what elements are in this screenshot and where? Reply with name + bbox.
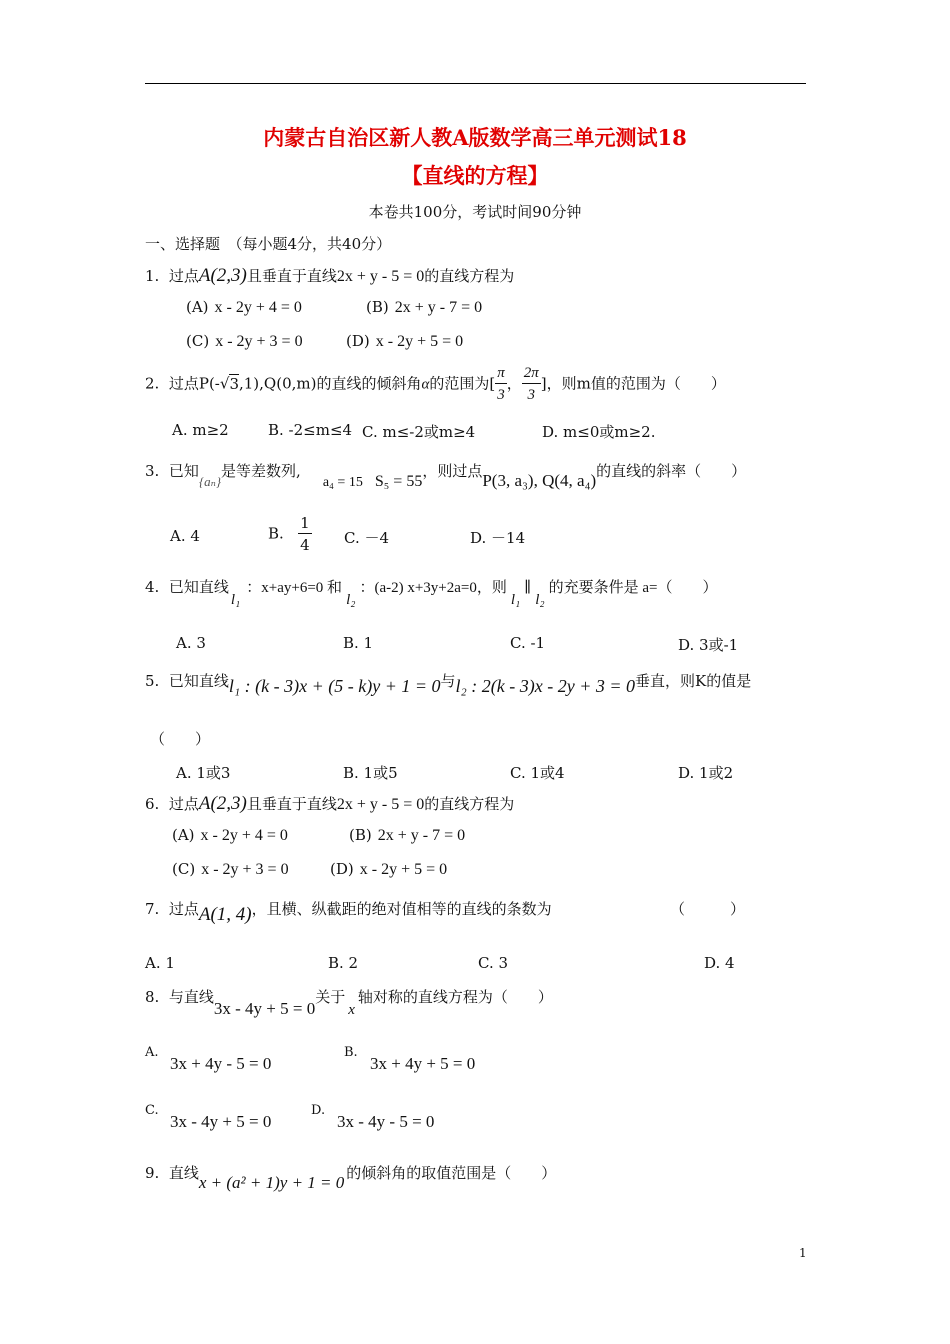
q6-text-pre: 过点: [168, 795, 199, 813]
q2-fraction-1-num: π: [495, 366, 507, 384]
q3-text-mid: 是等差数列,: [221, 462, 301, 480]
q2-alpha: α: [421, 376, 430, 393]
q1-option-c-eq: x - 2y + 3 = 0: [215, 333, 303, 350]
q4-l2-again: l₂: [535, 592, 545, 608]
q4-number: 4.: [145, 578, 160, 596]
page-title: 内蒙古自治区新人教A版数学高三单元测试18: [263, 125, 687, 150]
question-7: [145, 898, 552, 925]
q2-option-c: C. m≤-2或m≥4: [362, 423, 476, 441]
q8-option-c-label: C.: [145, 1103, 159, 1118]
q1-option-b: [366, 298, 482, 317]
q1-line: 2x + y - 5 = 0: [336, 268, 425, 285]
q2-text-mid: ,1),Q(0,m)的直线的倾斜角: [238, 374, 422, 393]
q3-option-a: A. 4: [170, 527, 200, 545]
q2-fraction-1: [495, 366, 507, 403]
q1-option-a-eq: x - 2y + 4 = 0: [214, 299, 302, 316]
q1-option-a-label: (A): [186, 298, 209, 316]
q4-text-mid2: ：(a-2) x+3y+2a=0，则: [359, 580, 507, 596]
q3-number: 3.: [145, 462, 160, 480]
q2-text-post: ]，则m值的范围为（ ）: [540, 374, 726, 393]
q2-text-pre: 过点P(-: [168, 374, 220, 393]
q4-l2: l₂: [346, 592, 356, 608]
q8-option-a: 3x + 4y - 5 = 0: [170, 1054, 272, 1073]
q5-option-a: A. 1或3: [176, 764, 231, 782]
q6-option-c-eq: x - 2y + 3 = 0: [201, 861, 289, 878]
q6-number: 6.: [145, 795, 160, 813]
q2-fraction-1-den: 3: [497, 387, 505, 403]
q8-text-post: 轴对称的直线方程为（ ）: [357, 988, 553, 1006]
page-subtitle: 【直线的方程】: [401, 163, 549, 188]
q9-line: x + (a² + 1)y + 1 = 0: [198, 1173, 345, 1192]
q6-text-mid: 且垂直于直线: [246, 795, 337, 813]
q9-text-post: 的倾斜角的取值范围是（ ）: [346, 1164, 557, 1182]
q9-text-pre: 直线: [168, 1164, 199, 1182]
q1-option-d: [346, 332, 463, 351]
q5-l2-equation: l₂ : 2(k - 3)x - 2y + 3 = 0: [455, 676, 636, 696]
q4-text-pre: 已知直线: [168, 578, 229, 596]
q6-option-d-eq: x - 2y + 5 = 0: [359, 861, 448, 878]
q7-point: A(1, 4): [198, 904, 252, 925]
q3-option-b-num: 1: [300, 514, 310, 532]
q3-option-d: D. －14: [470, 529, 526, 547]
q6-point: A(2,3): [198, 793, 247, 814]
q8-option-c: 3x - 4y + 5 = 0: [170, 1112, 272, 1131]
q9-number: 9.: [145, 1164, 160, 1182]
q1-option-b-eq: 2x + y - 7 = 0: [394, 299, 483, 316]
q3-option-b: [268, 516, 312, 553]
q4-text-mid: ：x+ay+6=0 和: [246, 580, 343, 596]
q3-option-b-den: 4: [300, 536, 310, 554]
q5-text-pre: 已知直线: [168, 672, 229, 690]
q8-option-d-label: D.: [311, 1103, 326, 1118]
question-8: [145, 986, 553, 1018]
page-number: 1: [799, 1246, 807, 1260]
q3-s5: S₅ = 55: [374, 473, 423, 490]
q3-points: P(3, a₃), Q(4, a₄): [482, 471, 597, 490]
q2-text-mid2: 的范围为[: [429, 374, 496, 393]
q6-option-b: [349, 826, 465, 845]
q3-option-b-fraction: [298, 516, 312, 553]
question-4: [145, 576, 718, 608]
q8-axis-x: x: [348, 1002, 355, 1018]
q4-option-b: B. 1: [343, 634, 374, 652]
q4-parallel: ∥: [524, 578, 532, 596]
q1-text-pre: 过点: [168, 267, 199, 285]
q2-option-b: B. -2≤m≤4: [268, 421, 353, 439]
q2-option-d: D. m≤0或m≥2.: [542, 423, 656, 441]
q1-option-d-label: (D): [346, 332, 370, 350]
q5-l1-equation: l₁ : (k - 3)x + (5 - k)y + 1 = 0: [228, 676, 441, 696]
sqrt-icon: √: [219, 374, 230, 393]
q5-text-mid: 与: [440, 672, 456, 690]
question-1: [145, 265, 514, 287]
q2-number: 2.: [145, 374, 160, 393]
question-2: [145, 366, 726, 403]
q2-fraction-2-num: 2π: [522, 366, 541, 384]
q3-option-b-label: B.: [268, 524, 284, 543]
q7-option-d: D. 4: [704, 954, 735, 972]
q8-line: 3x - 4y + 5 = 0: [213, 999, 316, 1018]
q2-fraction-2-den: 3: [527, 387, 535, 403]
q5-option-c: C. 1或4: [510, 764, 565, 782]
q6-option-b-label: (B): [349, 826, 372, 844]
q7-option-c: C. 3: [478, 954, 509, 972]
q3-text-post: 的直线的斜率（ ）: [596, 462, 747, 480]
q5-option-d: D. 1或2: [678, 764, 734, 782]
q3-text-mid2: ，则过点: [422, 462, 483, 480]
q7-answer-paren: （ ）: [670, 900, 746, 918]
q2-sqrt-value: 3: [229, 374, 239, 393]
q8-option-d: 3x - 4y - 5 = 0: [337, 1112, 435, 1131]
q3-text-pre: 已知: [168, 462, 199, 480]
q1-option-c-label: (C): [186, 332, 210, 350]
q7-text-post: ，且横、纵截距的绝对值相等的直线的条数为: [251, 900, 552, 918]
question-3: [145, 460, 747, 490]
q4-text-post: 的充要条件是 a=（ ）: [548, 580, 718, 596]
q8-text-mid: 关于: [315, 988, 346, 1006]
q6-option-d: [330, 860, 447, 879]
question-9: [145, 1162, 557, 1192]
q5-text-post: 垂直，则K的值是: [635, 672, 752, 690]
question-6: [145, 793, 514, 815]
q1-option-d-eq: x - 2y + 5 = 0: [375, 333, 464, 350]
q1-point: A(2,3): [198, 265, 247, 286]
q7-option-b: B. 2: [328, 954, 359, 972]
q4-l1: l₁: [230, 592, 241, 608]
q8-option-b-label: B.: [344, 1045, 358, 1060]
q5-option-b: B. 1或5: [343, 764, 398, 782]
q2-option-a: A. m≥2: [172, 421, 229, 439]
q3-sequence: {aₙ}: [198, 474, 222, 489]
q8-text-pre: 与直线: [168, 988, 214, 1006]
section-heading: 一、选择题 （每小题4分，共40分）: [145, 235, 392, 253]
exam-info: 本卷共100分，考试时间90分钟: [368, 203, 582, 221]
q3-option-c: C. －4: [344, 529, 390, 547]
q5-answer-paren: （ ）: [150, 730, 211, 748]
q8-option-a-label: A.: [145, 1045, 159, 1060]
q6-option-a-eq: x - 2y + 4 = 0: [200, 827, 288, 844]
q2-comma: ，: [506, 374, 522, 393]
q6-option-b-eq: 2x + y - 7 = 0: [377, 827, 466, 844]
q1-number: 1.: [145, 267, 160, 285]
q1-text-mid: 且垂直于直线: [246, 267, 337, 285]
q4-option-a: A. 3: [176, 634, 206, 652]
q2-fraction-2: [522, 366, 541, 403]
q1-option-a: [186, 298, 302, 317]
q8-option-b: 3x + 4y + 5 = 0: [370, 1054, 476, 1073]
question-5: [145, 670, 752, 696]
q1-text-post: 的直线方程为: [424, 267, 515, 285]
q6-option-a-label: (A): [172, 826, 195, 844]
q7-number: 7.: [145, 900, 160, 918]
q1-option-b-label: (B): [366, 298, 389, 316]
q6-text-post: 的直线方程为: [424, 795, 515, 813]
q6-option-c: [172, 860, 289, 879]
q7-text-pre: 过点: [168, 900, 199, 918]
q3-a4: a₄ = 15: [322, 475, 363, 490]
q6-line: 2x + y - 5 = 0: [336, 796, 425, 813]
q4-l1-again: l₁: [510, 592, 521, 608]
q1-option-c: [186, 332, 303, 351]
q4-option-c: C. -1: [510, 634, 546, 652]
q6-option-a: [172, 826, 288, 845]
q5-number: 5.: [145, 672, 160, 690]
q8-number: 8.: [145, 988, 160, 1006]
q6-option-c-label: (C): [172, 860, 196, 878]
q6-option-d-label: (D): [330, 860, 354, 878]
q4-option-d: D. 3或-1: [678, 636, 739, 654]
q7-option-a: A. 1: [145, 954, 175, 972]
header-rule: [145, 83, 806, 84]
